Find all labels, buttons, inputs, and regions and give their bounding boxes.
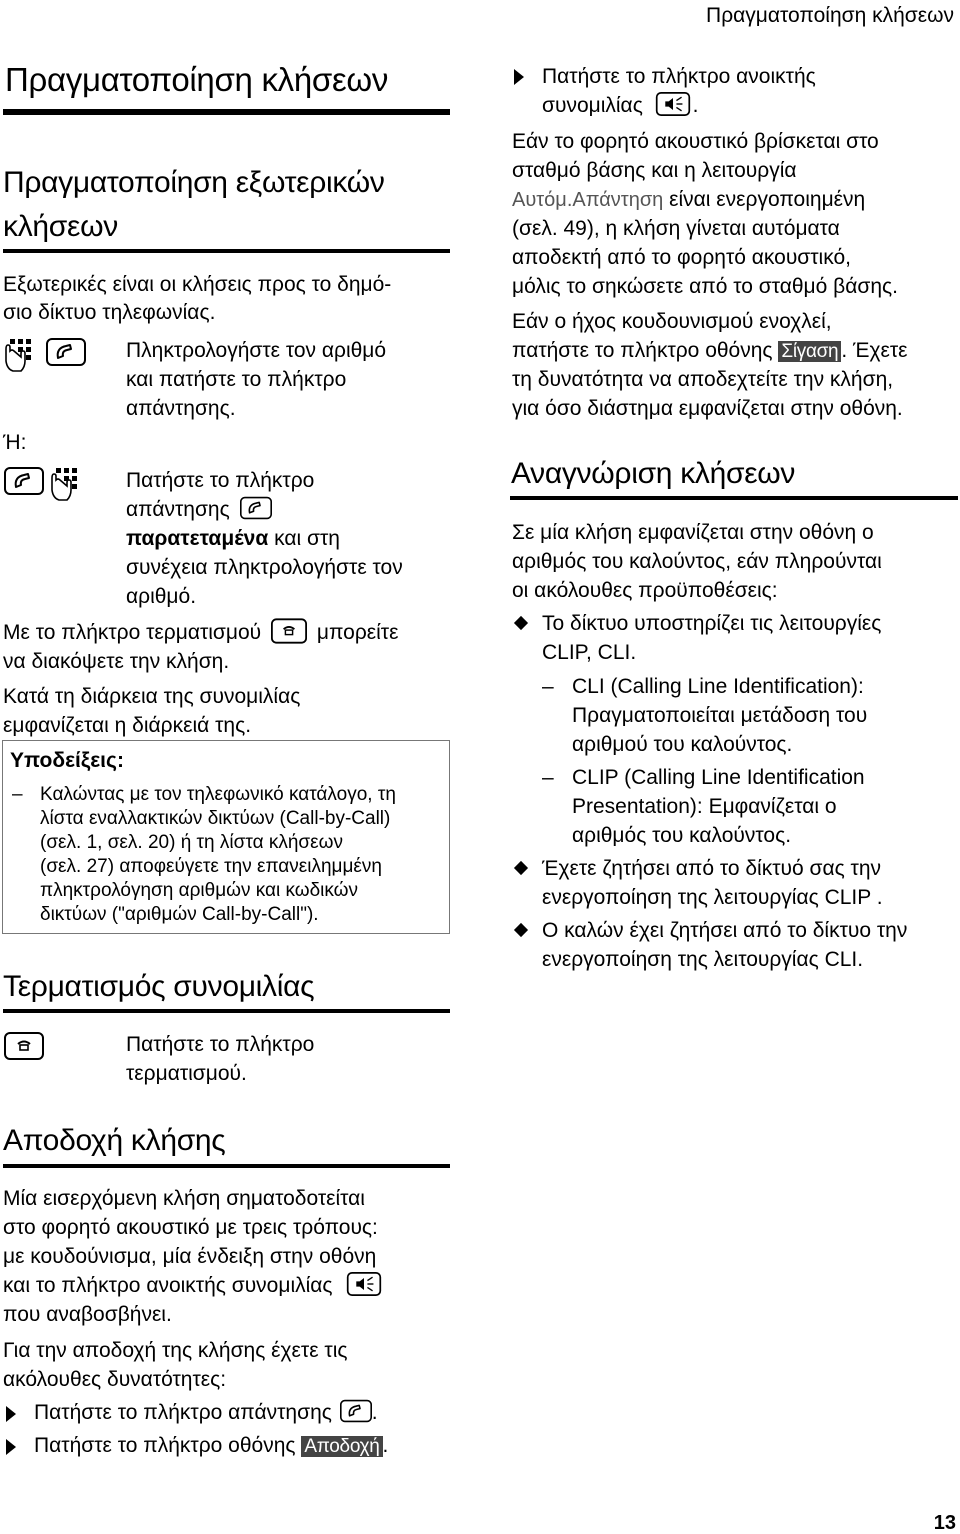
section-heading-accept: Αποδοχή κλήσης <box>3 1124 226 1157</box>
period: . <box>382 1434 389 1457</box>
step2-text-part: απάντησης <box>126 498 230 521</box>
accept-text: Μία εισερχόμενη κλήση σηματοδοτείται <box>3 1187 365 1210</box>
softkey-accept[interactable]: Αποδοχή <box>301 1436 382 1457</box>
arrow-bullet-icon <box>6 1439 16 1455</box>
section-heading-end-call: Τερματισμός συνομιλίας <box>3 970 315 1003</box>
arrow-bullet-icon <box>514 69 524 85</box>
period: . <box>371 1401 378 1424</box>
or-label: Ή: <box>3 431 27 454</box>
ident-bullet: Ο καλών έχει ζητήσει από το δίκτυο την <box>542 919 908 942</box>
handsfree-key-icon <box>653 92 693 116</box>
mute-text-part: . Έχετε <box>841 339 908 362</box>
mute-text: για όσο διάστημα εμφανίζεται στην οθόνη. <box>512 397 903 420</box>
auto-answer-text: σταθμό βάσης και η λειτουργία <box>512 159 797 182</box>
note-line: δικτύων ("αριθμών Call-by-Call"). <box>40 904 319 925</box>
mute-text-part: πατήστε το πλήκτρο οθόνης <box>512 339 773 362</box>
end-key-text-part: μπορείτε <box>316 621 399 644</box>
arrow-bullet-icon <box>6 1406 16 1422</box>
section-heading-external-2: κλήσεων <box>3 210 118 243</box>
sub-dash: – <box>542 766 554 789</box>
auto-answer-text-part: είναι ενεργοποιημένη <box>663 188 866 211</box>
accept-option <box>542 91 699 120</box>
auto-answer-text: μόλις το σηκώσετε από το σταθμό βάσης. <box>512 275 898 298</box>
section-heading-identification: Αναγνώριση κλήσεων <box>511 457 796 490</box>
accept-text <box>3 1271 384 1300</box>
ident-text: Σε μία κλήση εμφανίζεται στην οθόνη ο <box>512 521 874 544</box>
page-title: Πραγματοποίηση κλήσεων <box>5 61 389 98</box>
end-key-text <box>3 618 398 647</box>
accept-option-text: Πατήστε το πλήκτρο απάντησης <box>34 1401 332 1424</box>
duration-text: εμφανίζεται η διάρκειά της. <box>3 714 252 737</box>
auto-answer-text <box>512 185 865 215</box>
mute-text: τη δυνατότητα να αποδεχτείτε την κλήση, <box>512 368 894 391</box>
accept-text: ακόλουθες δυνατότητες: <box>3 1368 227 1391</box>
period: . <box>692 94 699 117</box>
ident-bullet: Το δίκτυο υποστηρίζει τις λειτουργίες <box>542 612 882 635</box>
softkey-mute[interactable]: Σίγαση <box>778 341 841 362</box>
accept-option <box>34 1398 378 1427</box>
step2-text: αριθμό. <box>126 585 197 608</box>
section-rule <box>3 1164 450 1168</box>
note-line: (σελ. 27) αποφεύγετε την επανειλημμένη <box>40 856 382 877</box>
note-line: (σελ. 1, σελ. 20) ή τη λίστα κλήσεων <box>40 832 343 853</box>
note-line: πληκτρολόγηση αριθμών και κωδικών <box>40 880 359 901</box>
diamond-bullet-icon <box>514 923 528 937</box>
step2-text: συνέχεια πληκτρολογήστε τον <box>126 556 403 579</box>
accept-option-text: Πατήστε το πλήκτρο οθόνης <box>34 1434 296 1457</box>
diamond-bullet-icon <box>514 616 528 630</box>
duration-text: Κατά τη διάρκεια της συνομιλίας <box>3 685 301 708</box>
end-key-text: να διακόψετε την κλήση. <box>3 650 230 673</box>
ident-sub: Πραγματοποιείται μετάδοση του <box>572 704 868 727</box>
end-call-text: τερματισμού. <box>126 1062 247 1085</box>
keypad-icon <box>4 337 38 373</box>
end-call-key-icon <box>271 618 307 644</box>
section-rule <box>3 1009 450 1013</box>
accept-text: με κουδούνισμα, μία ένδειξη στην οθόνη <box>3 1245 377 1268</box>
ident-sub: CLI (Calling Line Identification): <box>572 675 864 698</box>
step1-text: απάντησης. <box>126 397 236 420</box>
step2-text <box>126 495 272 524</box>
mute-text <box>512 336 908 366</box>
end-call-text: Πατήστε το πλήκτρο <box>126 1033 315 1056</box>
keypad-icon <box>50 466 84 502</box>
step2-text-part: και στη <box>268 527 340 550</box>
diamond-bullet-icon <box>514 861 528 875</box>
notes-title: Υποδείξεις: <box>10 749 124 772</box>
ident-bullet: ενεργοποίηση της λειτουργίας CLI. <box>542 948 864 971</box>
accept-option: Πατήστε το πλήκτρο ανοικτής <box>542 65 816 88</box>
accept-text: που αναβοσβήνει. <box>3 1303 172 1326</box>
accept-text: Για την αποδοχή της κλήσης έχετε τις <box>3 1339 348 1362</box>
note-line: λίστα εναλλακτικών δικτύων (Call-by-Call) <box>40 808 391 829</box>
ident-sub: CLIP (Calling Line Identification <box>572 766 865 789</box>
accept-option <box>34 1431 388 1461</box>
talk-key-icon <box>240 496 272 520</box>
talk-key-icon <box>46 338 86 366</box>
auto-answer-text: αποδεκτή από το φορητό ακουστικό, <box>512 246 851 269</box>
auto-answer-text: (σελ. 49), η κλήση γίνεται αυτόματα <box>512 217 840 240</box>
ident-bullet: CLIP, CLI. <box>542 641 637 664</box>
step2-text: Πατήστε το πλήκτρο <box>126 469 315 492</box>
accept-option-text: συνομιλίας <box>542 94 643 117</box>
auto-answer-text: Εάν το φορητό ακουστικό βρίσκεται στο <box>512 130 879 153</box>
talk-key-icon <box>340 1399 372 1423</box>
section-heading-external-1: Πραγματοποίηση εξωτερικών <box>3 166 385 199</box>
page-number: 13 <box>933 1512 956 1534</box>
menu-item-auto-answer: Αυτόμ.Απάντηση <box>512 189 664 211</box>
ident-sub: Presentation): Εμφανίζεται ο <box>572 795 837 818</box>
ident-bullet: Έχετε ζητήσει από το δίκτυό σας την <box>542 857 882 880</box>
handsfree-key-icon <box>344 1272 384 1296</box>
notes-box <box>2 740 450 934</box>
intro-line: Εξωτερικές είναι οι κλήσεις προς το δημό- <box>3 273 392 296</box>
mute-text: Εάν ο ήχος κουδουνισμού ενοχλεί, <box>512 310 832 333</box>
ident-text: αριθμός του καλούντος, εάν πληρούνται <box>512 550 882 573</box>
step1-text: και πατήστε το πλήκτρο <box>126 368 347 391</box>
emphasis-long-press: παρατεταμένα <box>126 527 269 550</box>
accept-text-part: και το πλήκτρο ανοικτής συνομιλίας <box>3 1274 333 1297</box>
step1-text: Πληκτρολογήστε τον αριθμό <box>126 339 387 362</box>
ident-text: οι ακόλουθες προϋποθέσεις: <box>512 579 778 602</box>
talk-key-icon <box>4 467 44 495</box>
section-rule <box>510 496 958 500</box>
section-rule <box>3 249 450 253</box>
running-header: Πραγματοποίηση κλήσεων <box>706 4 954 27</box>
sub-dash: – <box>542 675 554 698</box>
end-call-key-icon <box>4 1032 44 1060</box>
intro-line: σιο δίκτυο τηλεφωνίας. <box>3 301 216 324</box>
accept-text: στο φορητό ακουστικό με τρεις τρόπους: <box>3 1216 378 1239</box>
note-dash: – <box>12 784 23 805</box>
note-line: Καλώντας με τον τηλεφωνικό κατάλογο, τη <box>40 784 396 805</box>
title-rule <box>3 109 450 115</box>
ident-bullet: ενεργοποίηση της λειτουργίας CLIP . <box>542 886 883 909</box>
ident-sub: αριθμός του καλούντος. <box>572 824 792 847</box>
end-key-text-part: Με το πλήκτρο τερματισμού <box>3 621 262 644</box>
step2-text <box>126 524 340 553</box>
ident-sub: αριθμού του καλούντος. <box>572 733 793 756</box>
